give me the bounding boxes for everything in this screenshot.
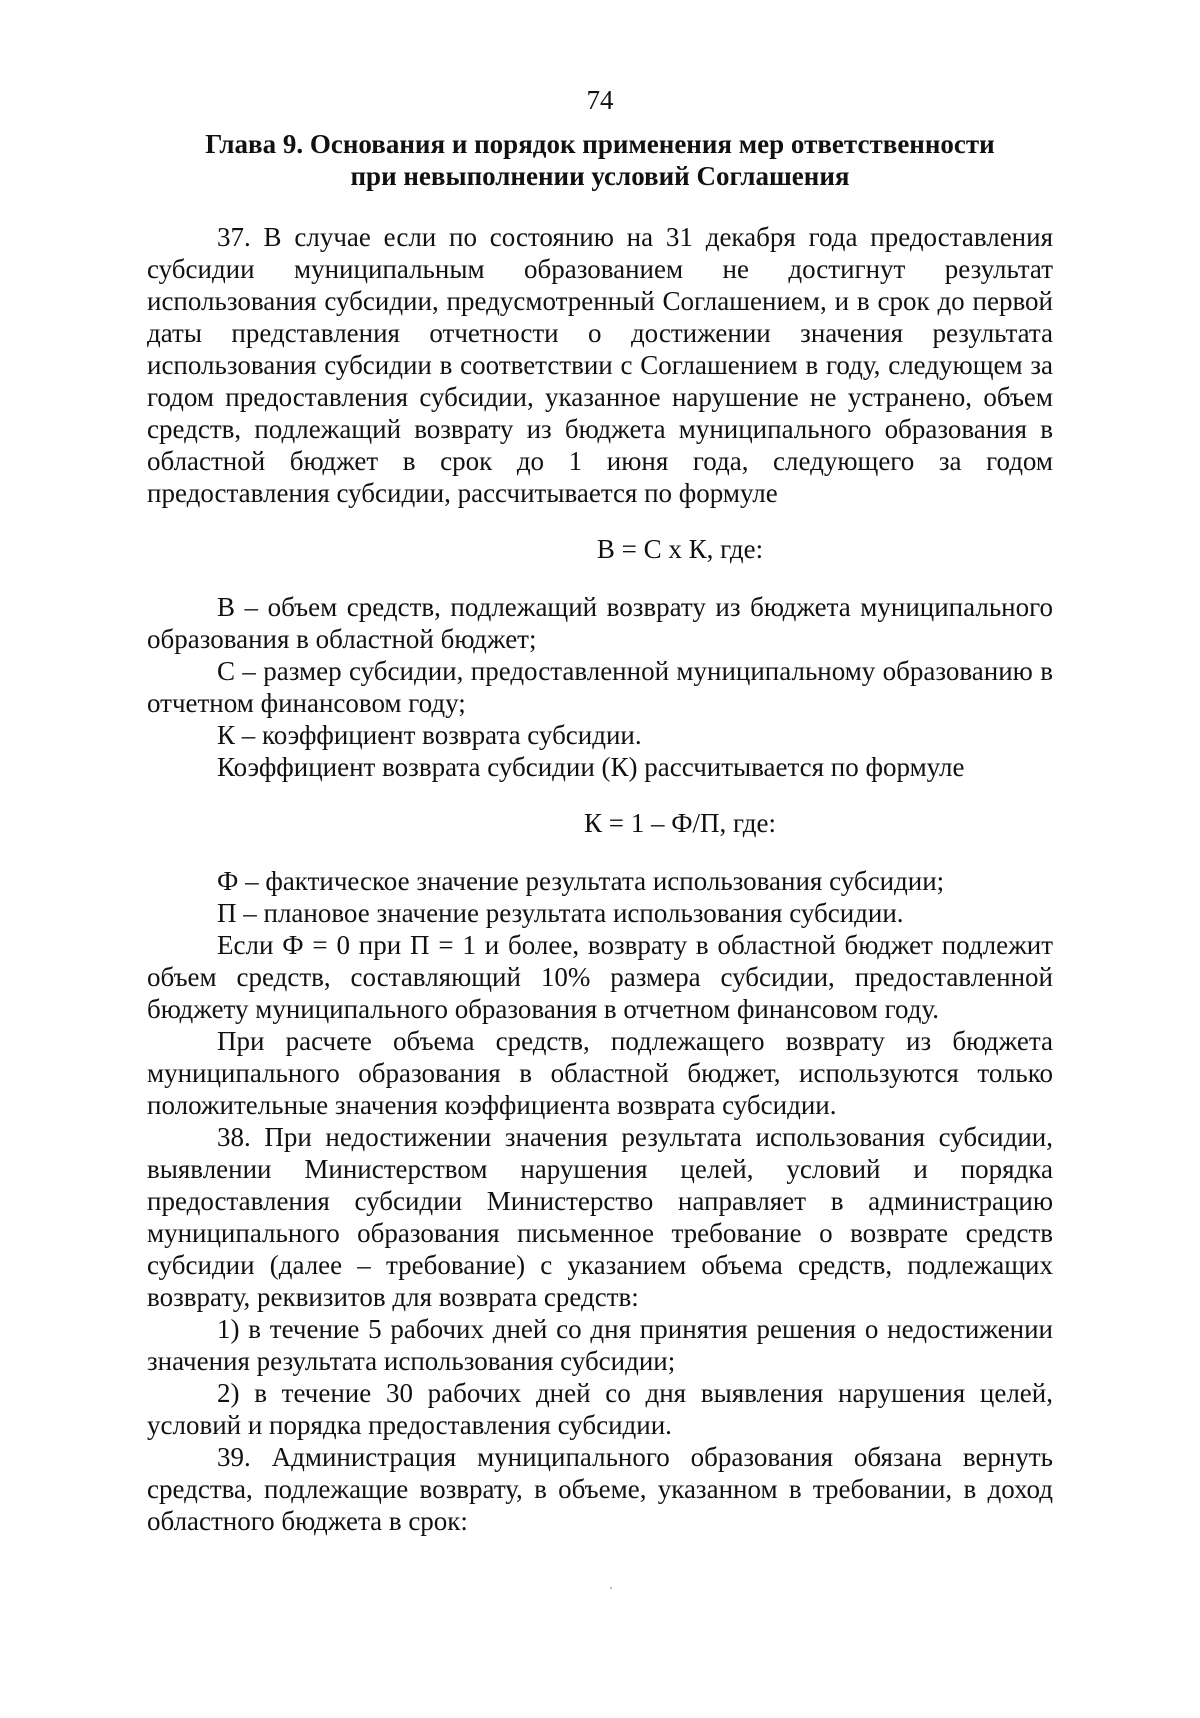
chapter-title-line-1: Глава 9. Основания и порядок применения мер ответственности — [205, 129, 995, 159]
formula-k: К = 1 – Ф/П, где: — [583, 808, 777, 838]
definition-k: К – коэффициент возврата субсидии. — [217, 720, 642, 750]
definition-f: Ф – фактическое значение результата использования субсидии; — [217, 866, 945, 896]
chapter-title — [150, 128, 1050, 192]
definition-c: С – размер субсидии, предоставленной муниципальному образованию в отчетном финансовом году; — [147, 656, 1053, 718]
paragraph-38-item-1: 1) в течение 5 рабочих дней со дня принятия решения о недостижении значения результата использования субсидии; — [147, 1314, 1053, 1376]
definition-v: В – объем средств, подлежащий возврату из бюджета муниципального образования в областной бюджет; — [147, 592, 1053, 654]
coefficient-intro: Коэффициент возврата субсидии (К) рассчитывается по формуле — [217, 752, 965, 782]
formula-v: В = С x К, где: — [596, 534, 764, 564]
chapter-title-line-2: при невыполнении условий Соглашения — [350, 161, 850, 191]
paragraph-37: 37. В случае если по состоянию на 31 декабря года предоставления субсидии муниципальным образованием не достигнут результат использования субсидии, предусмотренный Соглашением, и в срок до первой даты представления отчетности о достижении значения результата использования субсидии в соответствии с Соглашением в году, следующем за годом предоставления субсидии, указанное нарушение не устранено, объем средств, подлежащий возврату из бюджета муниципального образования в областной бюджет в срок до 1 июня года, следующего за годом предоставления субсидии, рассчитывается по формуле — [147, 222, 1053, 508]
paragraph-38-item-2: 2) в течение 30 рабочих дней со дня выявления нарушения целей, условий и порядка предоставления субсидии. — [147, 1378, 1053, 1440]
document-body — [147, 221, 1053, 1537]
calculation-note: При расчете объема средств, подлежащего возврату из бюджета муниципального образования в областной бюджет, используются только положительные значения коэффициента возврата субсидии. — [147, 1026, 1053, 1120]
definition-p: П – плановое значение результата использования субсидии. — [217, 898, 904, 928]
page-number: 74 — [586, 85, 614, 115]
paragraph-39: 39. Администрация муниципального образования обязана вернуть средства, подлежащие возврату, в объеме, указанном в требовании, в доход областного бюджета в срок: — [147, 1442, 1053, 1536]
zero-result-clause: Если Ф = 0 при П = 1 и более, возврату в областной бюджет подлежит объем средств, составляющий 10% размера субсидии, предоставленной бюджету муниципального образования в отчетном финансовом году. — [147, 930, 1053, 1024]
paragraph-38: 38. При недостижении значения результата использования субсидии, выявлении Министерством нарушения целей, условий и порядка предоставления субсидии Министерство направляет в администрацию муниципального образования письменное требование о возврате средств субсидии (далее – требование) с указанием объема средств, подлежащих возврату, реквизитов для возврата средств: — [147, 1122, 1053, 1312]
scan-speck — [610, 1587, 612, 1589]
